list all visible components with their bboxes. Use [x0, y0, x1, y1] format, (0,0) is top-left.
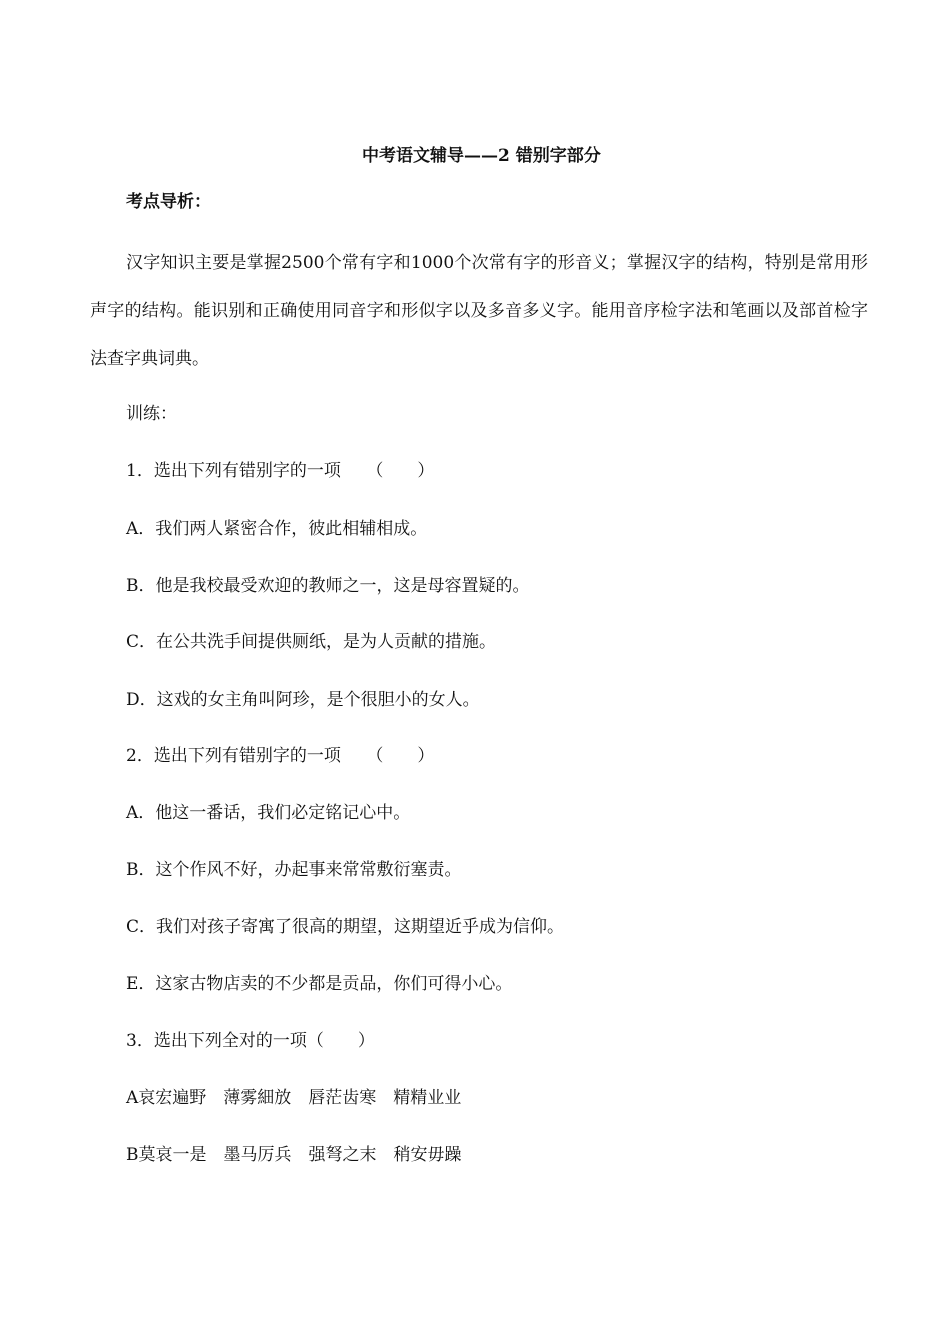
question-3-option-a: A哀宏遍野 薄雾細放 唇茫齿寒 精精业业 [126, 1088, 462, 1108]
question-1-option-c: C．在公共洗手间提供厕纸，是为人贡献的措施。 [126, 632, 497, 652]
document-title: 中考语文辅导——2 错别字部分 [362, 146, 601, 166]
question-1-option-d: D．这戏的女主角叫阿珍，是个很胆小的女人。 [126, 690, 480, 710]
question-2-option-c: C．我们对孩子寄寓了很高的期望，这期望近乎成为信仰。 [126, 917, 565, 937]
question-2-stem: 2．选出下列有错别字的一项 （ ） [126, 746, 435, 766]
question-1-option-a: A．我们两人紧密合作，彼此相辅相成。 [126, 519, 428, 539]
question-3-option-b: B莫哀一是 墨马厉兵 强弩之末 稍安毋躁 [126, 1145, 462, 1165]
section-heading: 考点导析： [126, 192, 211, 212]
question-2-option-a: A．他这一番话，我们必定铭记心中。 [126, 803, 411, 823]
question-1-option-b: B．他是我校最受欢迎的教师之一，这是母容置疑的。 [126, 576, 530, 596]
question-1-stem: 1．选出下列有错别字的一项 （ ） [126, 461, 435, 481]
practice-label: 训练： [126, 404, 177, 424]
question-2-option-e: E．这家古物店卖的不少都是贡品，你们可得小心。 [126, 974, 513, 994]
intro-paragraph: 汉字知识主要是掌握2500个常有字和1000个次常有字的形音义；掌握汉字的结构，特别是常用形声字的结构。能识别和正确使用同音字和形似字以及多音多义字。能用音序检字法和笔画以及部首检字法查字典词典。 [90, 253, 868, 369]
question-2-option-b: B．这个作风不好，办起事来常常敷衍塞责。 [126, 860, 462, 880]
question-3-stem: 3．选出下列全对的一项（ ） [126, 1031, 375, 1051]
